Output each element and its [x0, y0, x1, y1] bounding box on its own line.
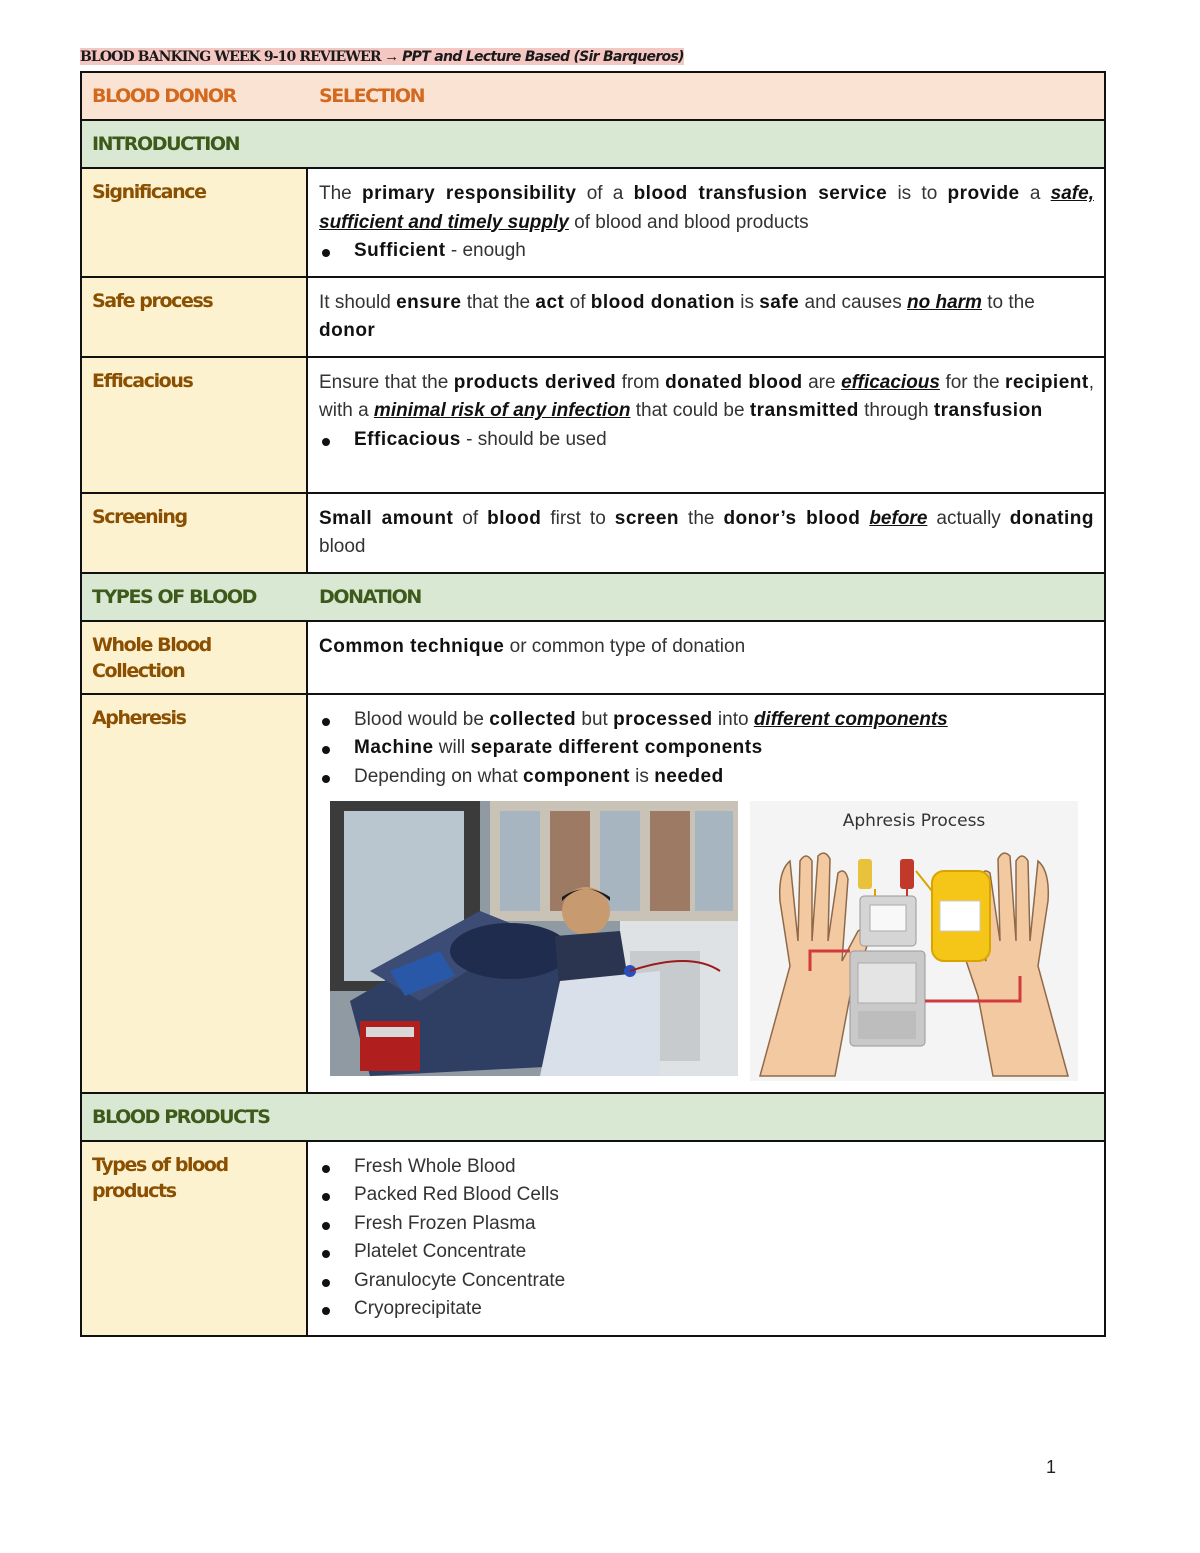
section-row-types	[81, 573, 1105, 621]
row-content	[307, 357, 1105, 493]
reviewer-table	[80, 71, 1106, 1337]
list-item: Cryoprecipitate	[319, 1295, 1094, 1324]
products-list	[319, 1153, 1094, 1324]
paragraph: Small amount of blood first to screen the donor’s blood before actually donating blood	[319, 507, 1094, 557]
row-label: Apheresis	[92, 706, 186, 729]
title-left: BLOOD DONOR	[92, 85, 236, 107]
table-row	[81, 168, 1105, 277]
diagram-title: Aphresis Process	[842, 811, 986, 831]
row-label-cell	[81, 168, 307, 277]
section-heading-left: TYPES OF BLOOD	[92, 585, 257, 608]
arrow-icon: →	[384, 48, 399, 65]
header-title: BLOOD BANKING WEEK 9-10 REVIEWER	[80, 49, 381, 65]
header-subtitle: PPT and Lecture Based (Sir Barqueros)	[402, 49, 684, 65]
row-label: Whole Blood Collection	[92, 633, 211, 682]
list-item: Blood would be collected but processed into different components	[319, 706, 1098, 735]
list-item: Depending on what component is needed	[319, 763, 1098, 792]
apheresis-diagram	[750, 801, 1078, 1081]
table-row	[81, 621, 1105, 694]
title-cell	[81, 72, 1105, 120]
table-row	[81, 277, 1105, 357]
title-right: SELECTION	[319, 85, 425, 107]
row-label: Significance	[92, 181, 206, 203]
bullet-list	[319, 706, 1098, 792]
section-heading: BLOOD PRODUCTS	[92, 1105, 270, 1128]
row-content	[307, 277, 1105, 357]
list-item: Machine will separate different components	[319, 734, 1098, 763]
row-content	[307, 493, 1105, 573]
row-content	[307, 168, 1105, 277]
row-label-cell	[81, 493, 307, 573]
apheresis-images	[330, 801, 1098, 1076]
section-row-introduction	[81, 120, 1105, 168]
donation-photo	[330, 801, 738, 1076]
row-label: Safe process	[92, 289, 213, 312]
list-item: Granulocyte Concentrate	[319, 1267, 1094, 1296]
list-item: Fresh Whole Blood	[319, 1153, 1094, 1182]
row-content	[307, 621, 1105, 694]
bullet-list	[319, 426, 1094, 455]
table-row	[81, 694, 1105, 1093]
row-label-cell	[81, 277, 307, 357]
paragraph: The primary responsibility of a blood transfusion service is to provide a safe, sufficient and timely supply of blood and blood products	[319, 183, 1094, 233]
row-label: Types of blood products	[92, 1153, 228, 1202]
list-item: Sufficient - enough	[319, 237, 1094, 266]
document-header	[80, 45, 684, 69]
row-label: Efficacious	[92, 369, 193, 392]
section-heading: INTRODUCTION	[92, 133, 240, 155]
row-content	[307, 1141, 1105, 1336]
row-label-cell	[81, 621, 307, 694]
bullet-list	[319, 237, 1094, 266]
paragraph: It should ensure that the act of blood donation is safe and causes no harm to the donor	[319, 291, 1035, 341]
page-number: 1	[1046, 1457, 1057, 1477]
header-highlight	[80, 48, 684, 65]
list-item: Platelet Concentrate	[319, 1238, 1094, 1267]
list-item: Packed Red Blood Cells	[319, 1181, 1094, 1210]
section-heading-right: DONATION	[319, 585, 421, 608]
row-label: Screening	[92, 505, 187, 528]
row-label-cell	[81, 1141, 307, 1336]
row-content	[307, 694, 1105, 1093]
paragraph: Ensure that the products derived from donated blood are efficacious for the recipient, with a minimal risk of any infection that could be transmitted through transfusion	[319, 371, 1094, 421]
table-row	[81, 1141, 1105, 1336]
row-label-cell	[81, 694, 307, 1093]
title-row	[81, 72, 1105, 120]
paragraph: Common technique or common type of donation	[319, 635, 746, 657]
table-row	[81, 357, 1105, 493]
section-row-products	[81, 1093, 1105, 1141]
list-item: Efficacious - should be used	[319, 426, 1094, 455]
list-item: Fresh Frozen Plasma	[319, 1210, 1094, 1239]
table-row	[81, 493, 1105, 573]
row-label-cell	[81, 357, 307, 493]
